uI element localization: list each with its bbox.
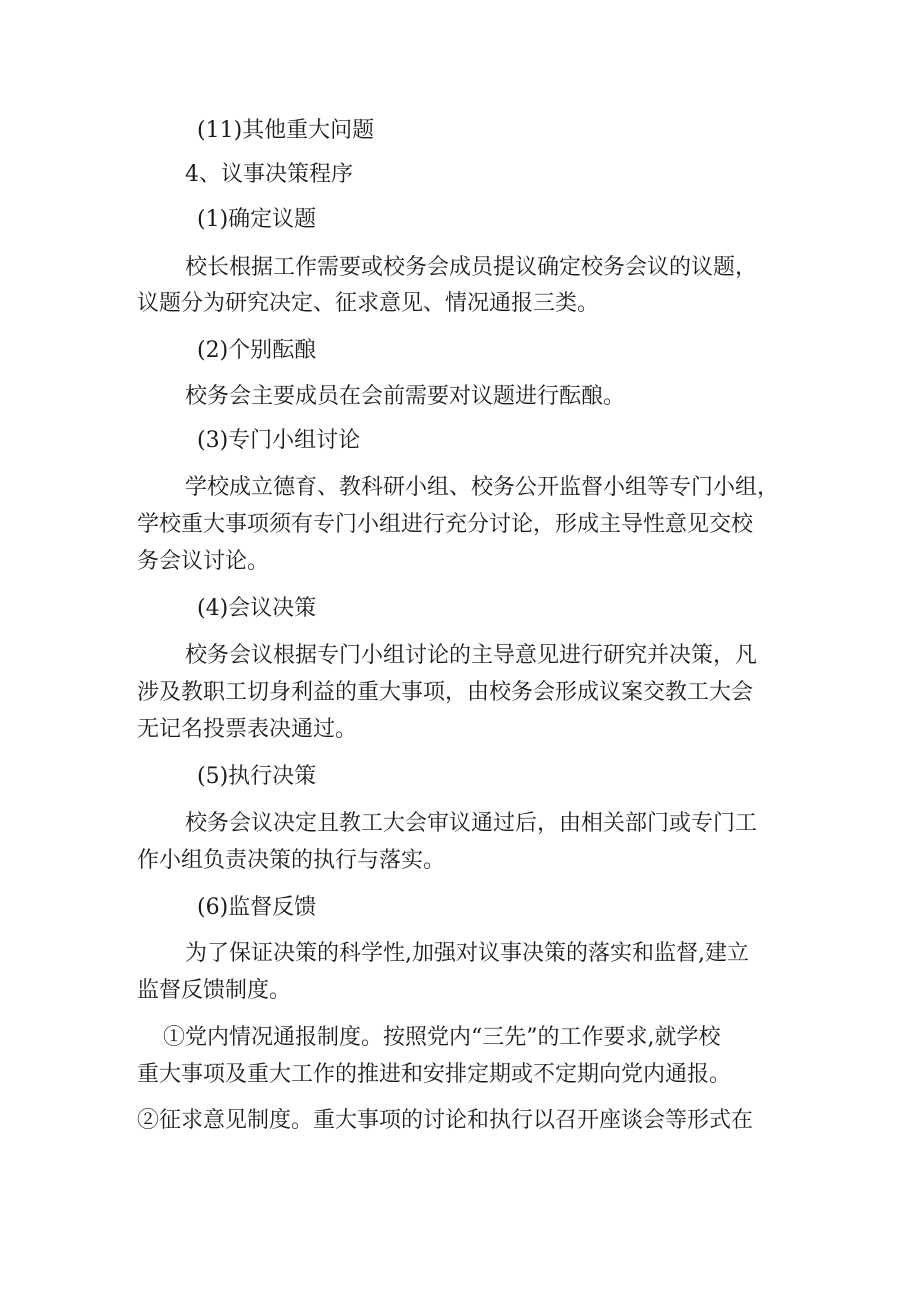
paragraph-line: ①党内情况通报制度。按照党内“三先”的工作要求,就学校 <box>163 1025 721 1050</box>
item-11-heading: (11)其他重大问题 <box>197 118 375 143</box>
paragraph-line: 务会议讨论。 <box>137 549 270 574</box>
step-6-heading: (6)监督反馈 <box>197 895 317 920</box>
paragraph-line: 涉及教职工切身利益的重大事项，由校务会形成议案交教工大会 <box>137 680 754 705</box>
paragraph-line: 为了保证决策的科学性,加强对议事决策的落实和监督,建立 <box>185 941 749 966</box>
paragraph-line: 议题分为研究决定、征求意见、情况通报三类。 <box>137 291 600 316</box>
paragraph-line: 监督反馈制度。 <box>137 978 292 1003</box>
paragraph-line: ②征求意见制度。重大事项的讨论和执行以召开座谈会等形式在 <box>137 1108 754 1133</box>
step-5-heading: (5)执行决策 <box>197 764 317 789</box>
paragraph-line: 校务会议决定且教工大会审议通过后，由相关部门或专门工 <box>185 811 758 836</box>
paragraph-line: 校务会议根据专门小组讨论的主导意见进行研究并决策，凡 <box>185 643 758 668</box>
paragraph-line: 作小组负责决策的执行与落实。 <box>137 848 446 873</box>
paragraph-line: 学校成立德育、教科研小组、校务公开监督小组等专门小组， <box>185 475 780 500</box>
paragraph-line: 重大事项及重大工作的推进和安排定期或不定期向党内通报。 <box>137 1062 732 1087</box>
step-2-heading: (2)个别酝酿 <box>197 338 317 363</box>
paragraph-line: 校长根据工作需要或校务会成员提议确定校务会议的议题， <box>185 255 758 280</box>
step-4-heading: (4)会议决策 <box>197 596 317 621</box>
paragraph-line: 学校重大事项须有专门小组进行充分讨论，形成主导性意见交校 <box>137 512 754 537</box>
paragraph-line: 无记名投票表决通过。 <box>137 717 358 742</box>
step-1-heading: (1)确定议题 <box>197 207 317 232</box>
paragraph-line: 校务会主要成员在会前需要对议题进行酝酿。 <box>185 384 626 409</box>
step-3-heading: (3)专门小组讨论 <box>197 428 361 453</box>
section-4-heading: 4、议事决策程序 <box>185 162 353 187</box>
